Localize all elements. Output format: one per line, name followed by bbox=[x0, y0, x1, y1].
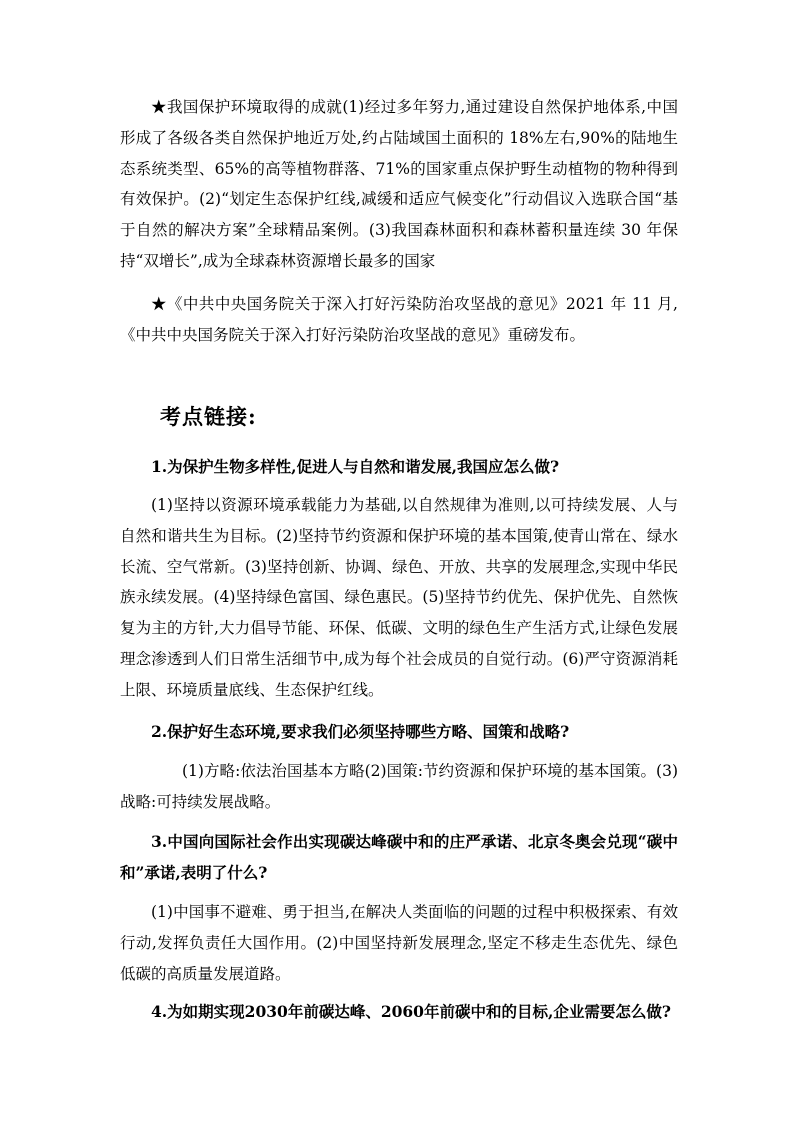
question-3: 3.中国向国际社会作出实现碳达峰碳中和的庄严承诺、北京冬奥会兑现“碳中和”承诺,表明了什么? bbox=[120, 832, 678, 882]
question-2: 2.保护好生态环境,要求我们必须坚持哪些方略、国策和战略? bbox=[151, 722, 570, 741]
answer-3: (1)中国事不避难、勇于担当,在解决人类面临的问题的过程中积极探索、有效行动,发挥负责任大国作用。(2)中国坚持新发展理念,坚定不移走生态优先、绿色低碳的高质量发展道路。 bbox=[120, 903, 678, 983]
section-heading: 考点链接: bbox=[160, 404, 257, 429]
opinion-paragraph: ★《中共中央国务院关于深入打好污染防治攻坚战的意见》2021 年 11 月,《中共中央国务院关于深入打好污染防治攻坚战的意见》重磅发布。 bbox=[120, 295, 678, 344]
question-1: 1.为保护生物多样性,促进人与自然和谐发展,我国应怎么做? bbox=[151, 457, 560, 476]
achievements-paragraph: ★我国保护环境取得的成就(1)经过多年努力,通过建设自然保护地体系,中国形成了各级各类自然保护地近万处,约占陆域国土面积的 18%左右,90%的陆地生态系统类型、65%的高等植物群落、71%的国家重点保护野生动植物的物种得到有效保护。(2)“划定生态保护红线,减缓和适应气候变化”行动倡议入选联合国“基于自然的解决方案”全球精品案例。(3)我国森林面积和森林蓄积量连续 30 年保持“双增长”,成为全球森林资源增长最多的国家 bbox=[120, 98, 678, 270]
answer-2: (1)方略:依法治国基本方略(2)国策:节约资源和保护环境的基本国策。(3)战略:可持续发展战略。 bbox=[120, 762, 678, 811]
question-4: 4.为如期实现2030年前碳达峰、2060年前碳中和的目标,企业需要怎么做? bbox=[151, 1002, 671, 1021]
answer-1: (1)坚持以资源环境承载能力为基础,以自然规律为准则,以可持续发展、人与自然和谐共生为目标。(2)坚持节约资源和保护环境的基本国策,使青山常在、绿水长流、空气常新。(3)坚持创新、协调、绿色、开放、共享的发展理念,实现中华民族永续发展。(4)坚持绿色富国、绿色惠民。(5)坚持节约优先、保护优先、自然恢复为主的方针,大力倡导节能、环保、低碳、文明的绿色生产生活方式,让绿色发展理念渗透到人们日常生活细节中,成为每个社会成员的自觉行动。(6)严守资源消耗上限、环境质量底线、生态保护红线。 bbox=[120, 496, 678, 699]
